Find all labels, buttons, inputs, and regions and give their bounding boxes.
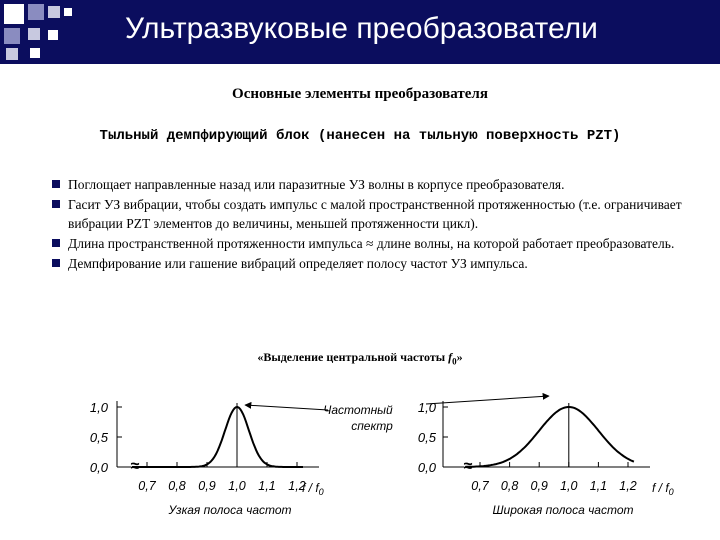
caption-quote: » [456, 350, 463, 364]
x-tick-label: 0,8 [168, 479, 186, 493]
section-title: Основные элементы преобразователя [232, 86, 488, 102]
axis-break-icon: ≈ [463, 458, 473, 475]
subtitle: Тыльный демпфирующий блок (нанесен на тыльную поверхность PZT) [99, 128, 621, 144]
x-tick-label: 1,2 [619, 479, 637, 493]
axis-break-icon: ≈ [130, 458, 140, 475]
x-tick-label: 0,8 [500, 479, 519, 493]
y-tick-label: 0,5 [89, 430, 108, 445]
caption-subscript: 0 [452, 356, 457, 367]
x-tick-label: 0,7 [138, 479, 156, 493]
x-tick-label: 0,7 [471, 479, 489, 493]
spectrum-label-line1: Частотный [323, 403, 393, 417]
spectrum-curve [465, 407, 634, 467]
y-tick-label: 0,0 [417, 460, 436, 475]
bullet-square-icon [52, 180, 60, 188]
logo-squares [0, 0, 80, 70]
arrow-to-narrow-peak [245, 405, 328, 410]
spectrum-label-line2: спектр [351, 419, 393, 433]
x-tick-label: 1,1 [589, 479, 608, 493]
list-item [52, 254, 692, 273]
arrow-to-wide-peak [426, 396, 549, 404]
caption-symbol: f [448, 350, 453, 364]
x-tick-label: 1,0 [560, 479, 578, 493]
bullet-text: Демпфирование или гашение вибраций определяет полосу частот УЗ импульса. [68, 256, 528, 271]
bullet-list [52, 175, 692, 274]
y-tick-label: 0,0 [89, 460, 108, 475]
x-tick-label: 1,2 [288, 479, 306, 493]
bullet-text: Поглощает направленные назад или паразитные УЗ волны в корпусе преобразователя. [68, 177, 565, 192]
caption-text: «Выделение центральной частоты [257, 350, 449, 364]
bullet-text: Длина пространственной протяженности импульса ≈ длине волны, на которой работает преобразователь. [68, 236, 675, 251]
y-tick-label: 1,0 [89, 400, 108, 415]
x-unit-label: f / $f_0$ [302, 481, 324, 497]
page-title: Ультразвуковые преобразователи [125, 12, 598, 45]
list-item [52, 234, 692, 253]
y-tick-label: 1,0 [417, 400, 436, 415]
x-tick-label: 1,0 [228, 479, 246, 493]
list-item [52, 175, 692, 194]
x-tick-label: 1,1 [258, 479, 276, 493]
figure-caption [0, 350, 720, 366]
x-axis-title: Широкая полоса частот [492, 503, 634, 517]
bullet-square-icon [52, 239, 60, 247]
bullet-square-icon [52, 259, 60, 267]
spectrum-curve [132, 407, 303, 467]
list-item [52, 195, 692, 233]
x-unit-label: f / $f_0$ [652, 481, 674, 497]
x-tick-label: 0,9 [198, 479, 216, 493]
bullet-text: Гасит УЗ вибрации, чтобы создать импульс с малой пространственной протяженностью (т.е. ограничивает вибрации PZT элементов до величины, меньшей протяженности цикл). [68, 197, 682, 231]
x-tick-label: 0,9 [530, 479, 548, 493]
bullet-square-icon [52, 200, 60, 208]
spectrum-charts [0, 380, 720, 540]
x-axis-title: Узкая полоса частот [168, 503, 292, 517]
y-tick-label: 0,5 [417, 430, 436, 445]
